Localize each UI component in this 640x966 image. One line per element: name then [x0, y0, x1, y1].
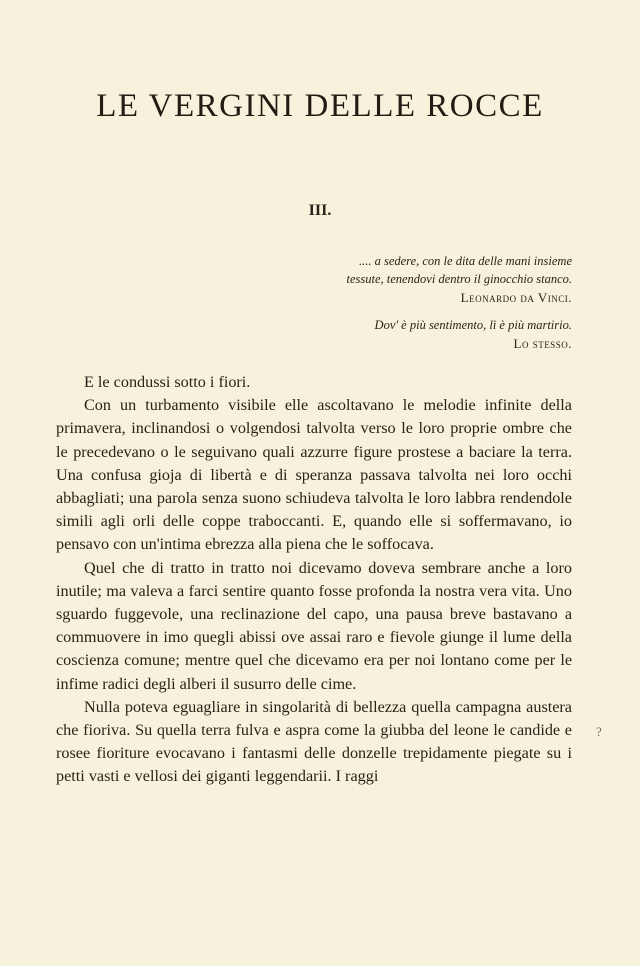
- epigraph-2: [375, 316, 572, 353]
- page-title: LE VERGINI DELLE ROCCE: [96, 88, 544, 124]
- epigraph-author: Lo stesso.: [513, 336, 572, 351]
- epigraph-1: [346, 252, 572, 307]
- margin-note: ?: [596, 724, 602, 739]
- epigraph-line: tessute, tenendovi dentro il ginocchio stanco.: [346, 272, 572, 286]
- paragraph: Con un turbamento visibile elle ascoltavano le melodie infinite della primavera, inclinandosi o volgendosi talvolta verso le loro proprie ombre che le precedevano o le seguivano quali azzurre figure prostese a baciare la terra. Una confusa gioja di libertà e di speranza passava talvolta nei loro occhi abbagliati; una parola senza suono schiudeva talvolta le loro labbra rendendole simili agli orli delle coppe traboccanti. E, quando elle si soffermavano, io pensavo con un'intima ebrezza alla piena che le soffocava.: [56, 396, 572, 554]
- paragraph: E le condussi sotto i fiori.: [84, 373, 251, 391]
- epigraph-line: .... a sedere, con le dita delle mani insieme: [358, 254, 572, 268]
- body-text: [56, 371, 572, 789]
- epigraph-line: Dov' è più sentimento, lì è più martirio.: [374, 318, 572, 332]
- paragraph: Quel che di tratto in tratto noi dicevamo doveva sembrare anche a loro inutile; ma valeva a farci sentire quanto fosse profonda la nostra vera vita. Uno sguardo fuggevole, una reclinazione del capo, una pausa breve bastavano a commuovere in imo quegli abissi ove assai raro e fievole giunge il lume della coscienza comune; mentre quel che dicevamo era per noi lontano come per le infime radici degli alberi il susurro delle cime.: [56, 558, 572, 693]
- chapter-number: III.: [308, 202, 332, 219]
- paragraph: Nulla poteva eguagliare in singolarità di bellezza quella campagna austera che fioriva. Su quella terra fulva e aspra come la giubba del leone le candide e rosee fioriture evocavano i fantasmi delle donzelle trepidamente piegate su i petti vasti e vellosi dei giganti leggendarii. I raggi: [56, 697, 572, 786]
- epigraph-author: Leonardo da Vinci.: [460, 290, 572, 305]
